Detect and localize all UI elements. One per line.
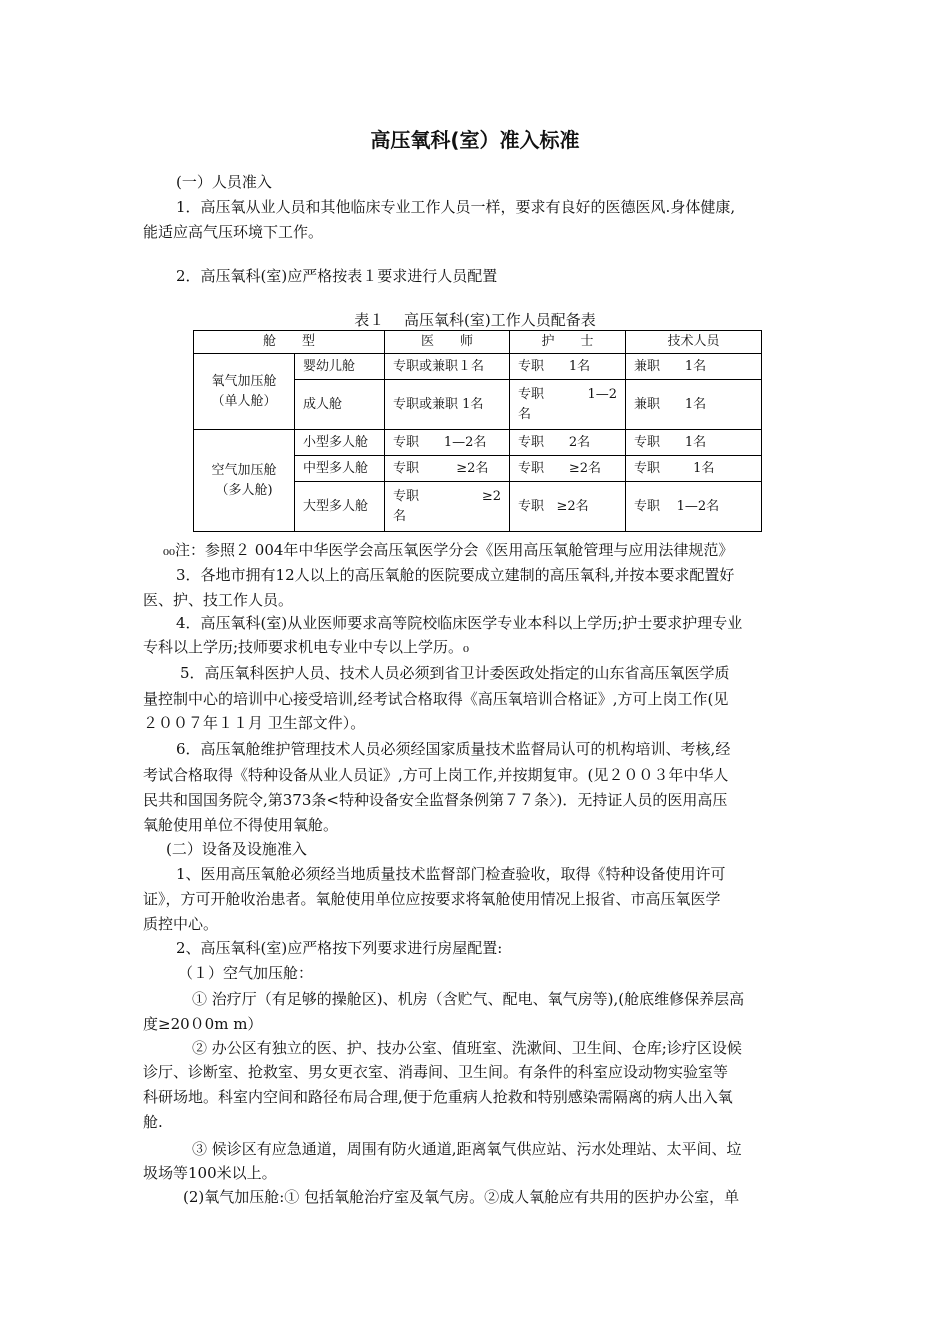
table-note: ₀₀注：参照２ 004年中华医学会高压氧医学分会《医用高压氧舱管理与应用法律规范》 xyxy=(163,541,734,559)
equipment-1-line-3: 质控中心。 xyxy=(143,915,219,933)
cell-tech: 专职 1名 xyxy=(626,456,762,482)
cell-type: 中型多人舱 xyxy=(295,456,385,482)
paragraph-3-line-2: 医、护、技工作人员。 xyxy=(143,591,294,609)
cell-doctor: 专职 ≥2 名 xyxy=(385,482,510,532)
cell-nurse: 专职 ≥2名 xyxy=(510,482,626,532)
cell-doctor: 专职 1—2名 xyxy=(385,430,510,456)
cell-type: 大型多人舱 xyxy=(295,482,385,532)
paragraph-6-line-4: 氧舱使用单位不得使用氧舱。 xyxy=(143,816,339,834)
group-air-cabin xyxy=(194,430,295,532)
paragraph-4-line-1: 4．高压氧科(室)从业医师要求高等院校临床医学专业本科以上学历;护士要求护理专业 xyxy=(176,614,743,632)
table-caption: 表１ 高压氧科(室)工作人员配备表 xyxy=(354,311,596,329)
paragraph-2: 2．高压氧科(室)应严格按表１要求进行人员配置 xyxy=(176,267,498,285)
paragraph-1-line-1: 1．高压氧从业人员和其他临床专业工作人员一样，要求有良好的医德医风.身体健康, xyxy=(176,198,736,216)
cell-nurse: 专职 1—2 名 xyxy=(510,380,626,430)
equipment-1-line-2: 证》，方可开舱收治患者。氧舱使用单位应按要求将氧舱使用情况上报省、市高压氧医学 xyxy=(143,890,721,908)
paragraph-5-line-1: 5．高压氧科医护人员、技术人员必须到省卫计委医政处指定的山东省高压氧医学质 xyxy=(180,664,730,682)
air-cabin-item-2-line-4: 舱. xyxy=(143,1113,163,1131)
cell-doctor: 专职 ≥2名 xyxy=(385,456,510,482)
section-heading-equipment: (二）设备及设施准入 xyxy=(166,840,307,858)
group-oxygen-label: 氧气加压舱 xyxy=(211,373,277,389)
cell-tech: 兼职 1名 xyxy=(626,354,762,380)
table-header-row xyxy=(194,331,762,354)
air-cabin-item-1-line-2: 度≥20０0m m） xyxy=(143,1015,263,1033)
cell-tech: 兼职 1名 xyxy=(626,380,762,430)
header-doctor: 医 师 xyxy=(385,331,510,354)
cell-type: 成人舱 xyxy=(295,380,385,430)
paragraph-1-line-2: 能适应高气压环境下工作。 xyxy=(143,223,324,241)
paragraph-5-line-3: ２００７年１１月 卫生部文件）。 xyxy=(143,714,366,732)
cell-doctor: 专职或兼职１名 xyxy=(385,354,510,380)
group-oxygen-sub: （单人舱） xyxy=(211,393,277,409)
document-title: 高压氧科(室）准入标准 xyxy=(370,128,580,152)
cell-tech: 专职 1名 xyxy=(626,430,762,456)
equipment-2-1-heading: （１）空气加压舱： xyxy=(178,964,314,982)
air-cabin-item-3-line-1: ③ 候诊区有应急通道，周围有防火通道,距离氧气供应站、污水处理站、太平间、垃 xyxy=(192,1140,742,1158)
paragraph-3-line-1: 3．各地市拥有12人以上的高压氧舱的医院要成立建制的高压氧科,并按本要求配置好 xyxy=(176,566,735,584)
paragraph-4-line-2: 专科以上学历;技师要求机电专业中专以上学历。₀ xyxy=(143,638,470,656)
header-cabin-type: 舱 型 xyxy=(194,331,385,354)
group-oxygen-cabin xyxy=(194,354,295,430)
air-cabin-item-1-line-1: ① 治疗厅（有足够的操舱区)、机房（含贮气、配电、氧气房等),(舱底维修保养层高 xyxy=(192,990,745,1008)
header-technician: 技术人员 xyxy=(626,331,762,354)
table-row xyxy=(194,430,762,456)
section-heading-personnel: (一）人员准入 xyxy=(176,173,272,191)
air-cabin-item-2-line-3: 科研场地。科室内空间和路径布局合理,便于危重病人抢救和特别感染需隔离的病人出入氧 xyxy=(143,1088,733,1106)
group-air-label: 空气加压舱 xyxy=(211,462,277,478)
staffing-table xyxy=(193,330,762,532)
equipment-2: 2、高压氧科(室)应严格按下列要求进行房屋配置: xyxy=(176,939,503,957)
table-row xyxy=(194,354,762,380)
equipment-2-2: (2)氧气加压舱:① 包括氧舱治疗室及氧气房。②成人氧舱应有共用的医护办公室，单 xyxy=(183,1188,740,1206)
paragraph-6-line-1: 6．高压氧舱维护管理技术人员必须经国家质量技术监督局认可的机构培训、考核,经 xyxy=(176,740,731,758)
group-air-sub: （多人舱) xyxy=(215,482,273,498)
header-nurse: 护 士 xyxy=(510,331,626,354)
cell-nurse: 专职 2名 xyxy=(510,430,626,456)
air-cabin-item-2-line-1: ② 办公区有独立的医、护、技办公室、值班室、洗漱间、卫生间、仓库;诊疗区设候 xyxy=(192,1039,742,1057)
air-cabin-item-3-line-2: 圾场等100米以上。 xyxy=(143,1164,277,1182)
cell-nurse: 专职 ≥2名 xyxy=(510,456,626,482)
paragraph-6-line-3: 民共和国国务院令,第373条<特种设备安全监督条例第７７条〉)．无持证人员的医用高压 xyxy=(143,791,728,809)
cell-doctor: 专职或兼职 1名 xyxy=(385,380,510,430)
air-cabin-item-2-line-2: 诊厅、诊断室、抢救室、男女更衣室、消毒间、卫生间。有条件的科室应设动物实验室等 xyxy=(143,1063,729,1081)
cell-type: 小型多人舱 xyxy=(295,430,385,456)
cell-type: 婴幼儿舱 xyxy=(295,354,385,380)
paragraph-5-line-2: 量控制中心的培训中心接受培训,经考试合格取得《高压氧培训合格证》,方可上岗工作(见 xyxy=(143,690,729,708)
cell-tech: 专职 1—2名 xyxy=(626,482,762,532)
cell-nurse: 专职 1名 xyxy=(510,354,626,380)
equipment-1-line-1: 1、医用高压氧舱必须经当地质量技术监督部门检查验收，取得《特种设备使用许可 xyxy=(176,865,726,883)
paragraph-6-line-2: 考试合格取得《特种设备从业人员证》,方可上岗工作,并按期复审。(见２００３年中华人 xyxy=(143,766,729,784)
